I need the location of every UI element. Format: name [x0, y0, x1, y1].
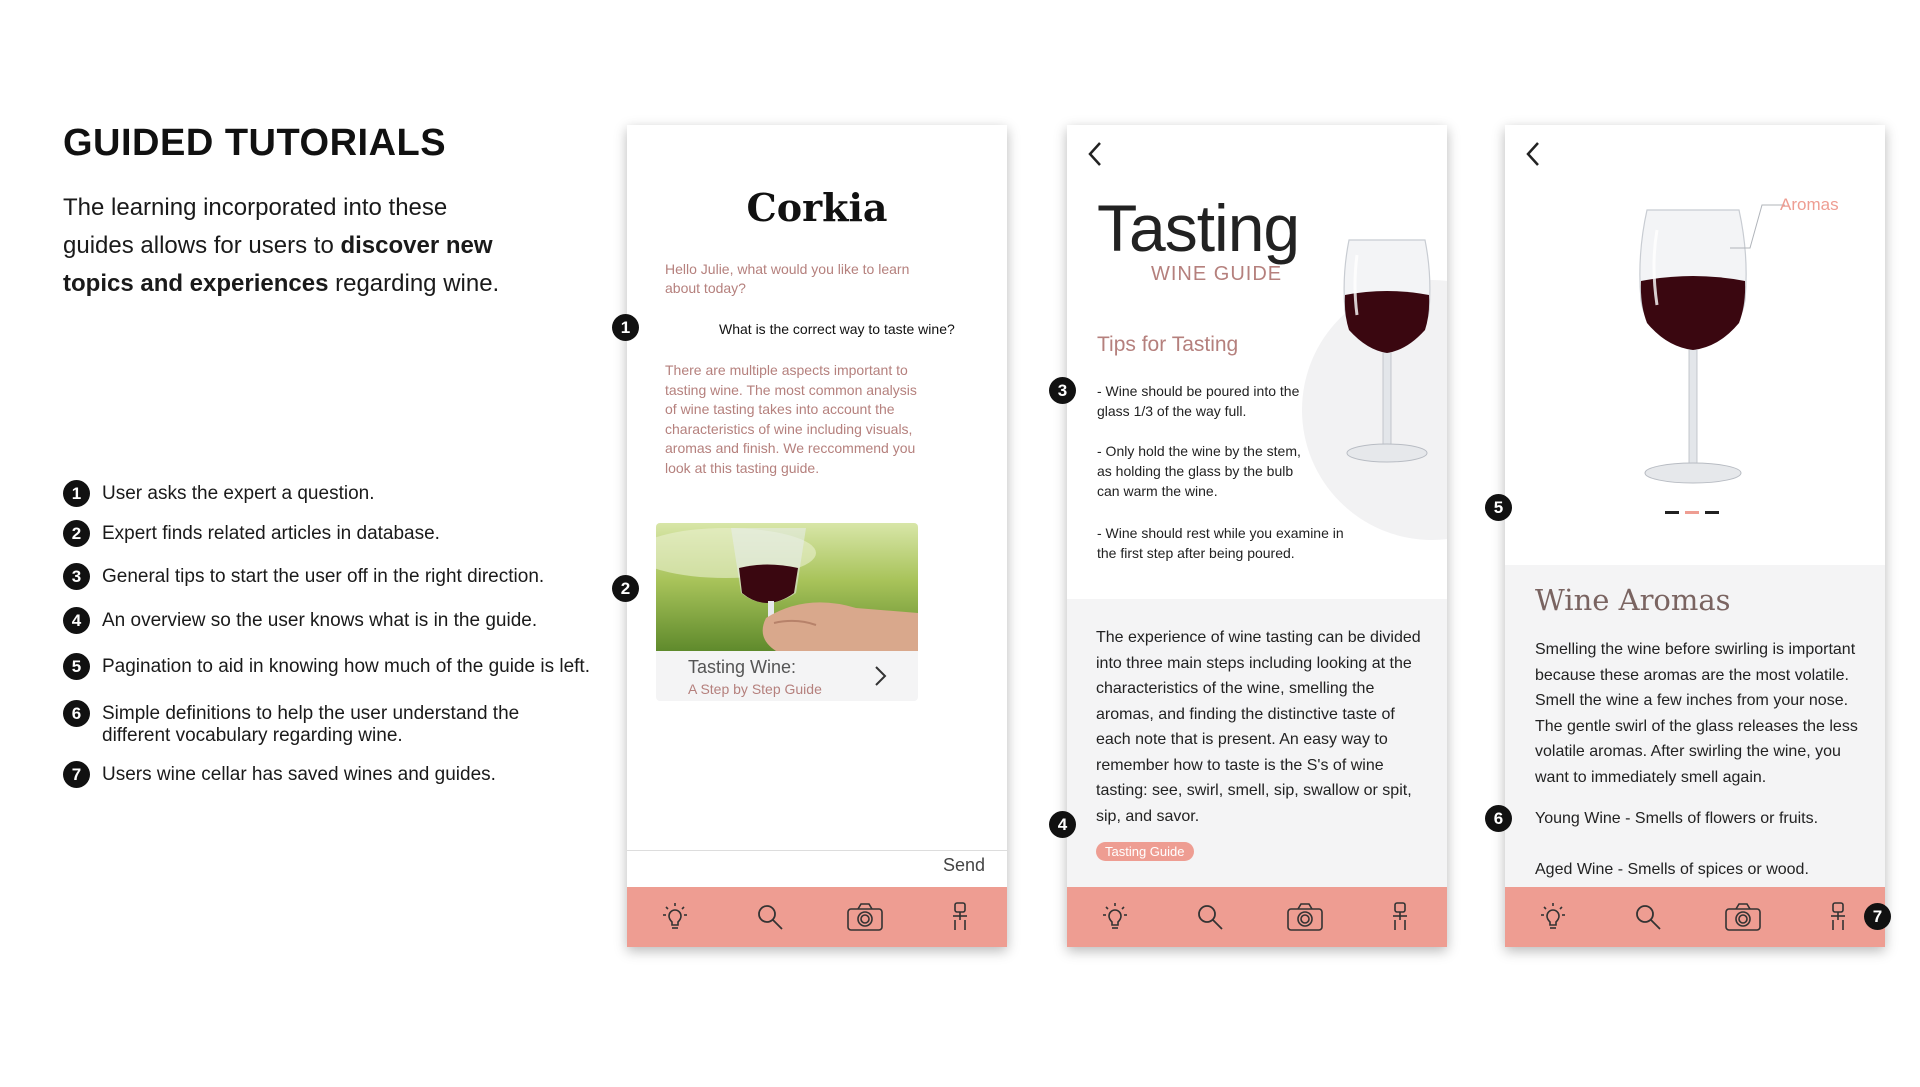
search-icon[interactable]	[1628, 897, 1668, 937]
legend-number: 4	[63, 607, 90, 634]
annotation-marker-7: 7	[1864, 903, 1891, 930]
legend-text: Pagination to aid in knowing how much of the guide is left.	[102, 656, 590, 677]
page-dot[interactable]	[1705, 511, 1719, 514]
lightbulb-icon[interactable]	[1095, 897, 1135, 937]
card-subtitle: A Step by Step Guide	[688, 681, 822, 697]
wine-hand-photo	[656, 523, 918, 651]
tip-item: - Wine should rest while you examine in the first step after being poured.	[1097, 525, 1344, 561]
camera-icon[interactable]	[1723, 897, 1763, 937]
search-icon[interactable]	[1190, 897, 1230, 937]
phone-chat-screen	[627, 125, 1007, 947]
annotation-marker-6: 6	[1485, 805, 1512, 832]
legend-text: Simple definitions to help the user understand the different vocabulary regarding wine.	[102, 703, 520, 746]
annotation-marker-3: 3	[1049, 377, 1076, 404]
intro-text-end: regarding wine.	[328, 270, 500, 297]
legend-item-6	[63, 703, 523, 747]
legend-item-5	[63, 656, 603, 680]
page-heading: GUIDED TUTORIALS	[63, 122, 447, 164]
wine-cellar-icon[interactable]	[1380, 897, 1420, 937]
legend-number: 2	[63, 520, 90, 547]
camera-icon[interactable]	[1285, 897, 1325, 937]
guide-title: Tasting	[1097, 191, 1300, 265]
guide-tag[interactable]: Tasting Guide	[1096, 842, 1194, 861]
legend-number: 5	[63, 653, 90, 680]
aromas-callout-label: Aromas	[1780, 195, 1839, 214]
intro-bold-text: discover new topics and experiences	[63, 232, 493, 297]
tip-item: - Only hold the wine by the stem, as holding the glass by the bulb can warm the wine.	[1097, 443, 1301, 499]
legend-item-2	[63, 523, 603, 547]
legend-text: User asks the expert a question.	[102, 483, 375, 504]
bottom-nav	[1067, 887, 1447, 947]
annotation-marker-4: 4	[1049, 811, 1076, 838]
overview-text: The experience of wine tasting can be divided into three main steps including looking at the characteristics of the wine, smelling the aromas, and finding the distinctive taste of each note that is present. An easy way to remember how to taste is the S's of wine tasting: see, swirl, smell, sip, swallow or spit, sip, and savor.	[1096, 629, 1421, 825]
back-arrow-icon[interactable]	[1081, 139, 1111, 169]
wine-glass-image	[1337, 235, 1437, 475]
tip-item: - Wine should be poured into the glass 1/3 of the way full.	[1097, 383, 1300, 419]
article-card[interactable]	[656, 523, 918, 701]
card-title: Tasting Wine:	[688, 657, 797, 677]
legend-item-3	[63, 566, 603, 590]
legend-item-7	[63, 764, 603, 788]
annotation-marker-2: 2	[612, 575, 639, 602]
annotation-marker-5: 5	[1485, 494, 1512, 521]
expert-answer: There are multiple aspects important to tasting wine. The most common analysis of wine tasting takes into account the characteristics of wine including visuals, aromas and finish. We reccommend you look at this tasting guide.	[665, 362, 917, 476]
legend-text: Expert finds related articles in database.	[102, 523, 440, 544]
legend-number: 6	[63, 700, 90, 727]
intro-text: The learning incorporated into these guides allows for users to	[63, 194, 448, 259]
tips-heading: Tips for Tasting	[1097, 333, 1239, 356]
bottom-nav	[1505, 887, 1885, 947]
section-text: Smelling the wine before swirling is important because these aromas are the most volatile. Smell the wine a few inches from your nose. The gentle swirl of the glass releases the less volatile aromas. After swirling the wine, you want to immediately smell again.	[1535, 641, 1858, 786]
legend-text: An overview so the user knows what is in the guide.	[102, 610, 538, 631]
page-dot-active[interactable]	[1685, 511, 1699, 514]
back-arrow-icon[interactable]	[1519, 139, 1549, 169]
camera-icon[interactable]	[845, 897, 885, 937]
section-heading: Wine Aromas	[1535, 583, 1731, 617]
user-question: What is the correct way to taste wine?	[719, 321, 955, 337]
pagination-indicator[interactable]	[1665, 511, 1719, 514]
app-brand-title: Corkia	[746, 185, 888, 230]
wine-cellar-icon[interactable]	[1818, 897, 1858, 937]
legend-number: 1	[63, 480, 90, 507]
expert-greeting: Hello Julie, what would you like to learn about today?	[665, 261, 910, 296]
phone-tasting-guide-screen	[1067, 125, 1447, 947]
search-icon[interactable]	[750, 897, 790, 937]
lightbulb-icon[interactable]	[1533, 897, 1573, 937]
legend-number: 7	[63, 761, 90, 788]
phone-wine-aromas-screen	[1505, 125, 1885, 947]
definition-aged-wine: Aged Wine - Smells of spices or wood.	[1535, 861, 1809, 878]
wine-cellar-icon[interactable]	[940, 897, 980, 937]
legend-text: Users wine cellar has saved wines and guides.	[102, 764, 496, 785]
annotation-marker-1: 1	[612, 314, 639, 341]
legend-item-1	[63, 483, 603, 507]
definition-young-wine: Young Wine - Smells of flowers or fruits.	[1535, 810, 1819, 827]
legend-item-4	[63, 610, 603, 634]
bottom-nav	[627, 887, 1007, 947]
send-button[interactable]: Send	[942, 855, 985, 875]
aromas-callout-line	[1730, 203, 1785, 253]
lightbulb-icon[interactable]	[655, 897, 695, 937]
chevron-right-icon[interactable]	[870, 663, 890, 689]
page-dot[interactable]	[1665, 511, 1679, 514]
legend-number: 3	[63, 563, 90, 590]
legend-text: General tips to start the user off in the right direction.	[102, 566, 545, 587]
intro-paragraph	[63, 189, 503, 303]
guide-subtitle: WINE GUIDE	[1151, 263, 1283, 285]
